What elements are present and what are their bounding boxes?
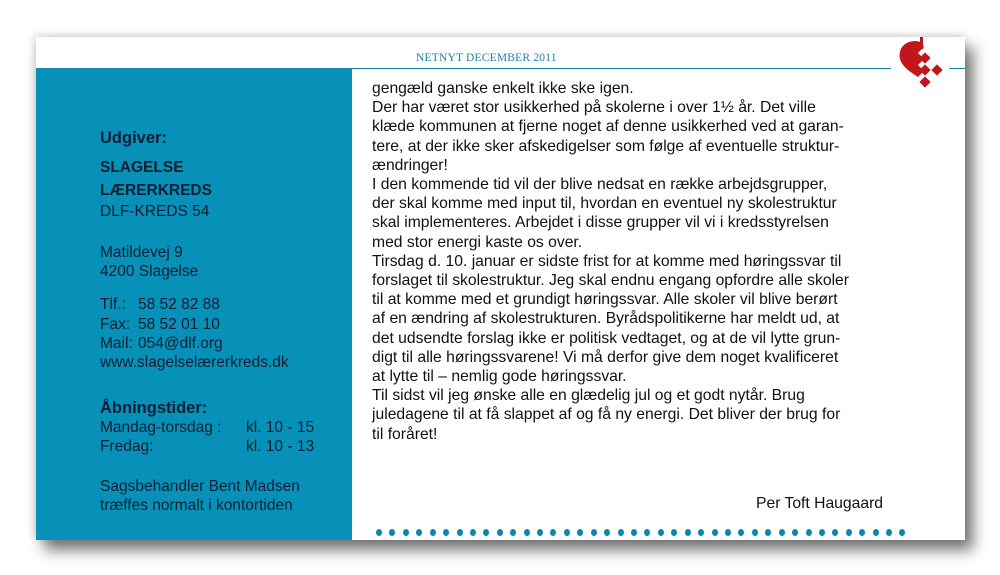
divider-dot (457, 529, 463, 536)
article-line: med stor energi kaste os over. (372, 233, 583, 251)
divider-dot (886, 529, 892, 536)
divider-dot (470, 529, 476, 536)
divider-dot (510, 529, 516, 536)
divider-dot (846, 529, 852, 536)
phone-value: 58 52 82 88 (138, 296, 220, 313)
divider-dot (483, 529, 489, 536)
divider-dot (685, 529, 691, 536)
divider-dot (752, 529, 758, 536)
opening-hours-heading: Åbningstider: (100, 399, 208, 417)
address-street: Matildevej 9 (100, 244, 183, 261)
divider-dot (712, 529, 718, 536)
author-signature: Per Toft Haugaard (756, 495, 884, 512)
divider-dot (389, 529, 395, 536)
newsletter-header-title: NETNYT DECEMBER 2011 (416, 52, 557, 64)
divider-dot (443, 529, 449, 536)
article-line: juledagene til at få slappet af og få ny energi. Det bliver der brug for (372, 406, 841, 424)
fax-label: Fax: (100, 316, 131, 333)
divider-dot (537, 529, 543, 536)
divider-dot (618, 529, 624, 536)
hours-day: Fredag: (100, 438, 154, 455)
article-line: ændringer! (372, 156, 448, 174)
publisher-heading: Udgiver: (100, 129, 167, 147)
divider-dot (430, 529, 436, 536)
divider-dot (524, 529, 530, 536)
newsletter-page (36, 37, 965, 540)
divider-dot (416, 529, 422, 536)
divider-dot (725, 529, 731, 536)
article-line: gengæld ganske enkelt ikke ske igen. (372, 80, 634, 97)
mail-label: Mail: (100, 335, 133, 352)
hours-row (100, 437, 314, 456)
divider-dot (779, 529, 785, 536)
divider-dot (658, 529, 664, 536)
divider-dot (792, 529, 798, 536)
article-line: Tirsdag d. 10. januar er sidste frist for at komme med høringssvar til (372, 252, 842, 270)
org-district: DLF-KREDS 54 (100, 203, 210, 220)
divider-dot (671, 529, 677, 536)
article-line: I den kommende tid vil der blive nedsat en række arbejdsgrupper, (372, 176, 828, 194)
divider-dot (765, 529, 771, 536)
article-body (372, 79, 912, 444)
fax-value: 58 52 01 10 (138, 316, 220, 333)
divider-dot (604, 529, 610, 536)
article-line: der skal komme med input til, hvordan en eventuel ny skolestruktur (372, 195, 837, 213)
address-city: 4200 Slagelse (100, 263, 199, 280)
article-line: det udsendte forslag ikke er politisk vedtaget, og at de vil lytte grun- (372, 329, 841, 347)
phone-label: Tlf.: (100, 296, 126, 313)
dotted-divider (376, 529, 906, 537)
article-line: skal implementeres. Arbejdet i disse grupper vil vi i kredsstyrelsen (372, 214, 829, 232)
article-line: Der har været stor usikkerhed på skolerne i over 1½ år. Det ville (372, 99, 816, 117)
article-line: Til sidst vil jeg ønske alle en glædelig jul og et godt nytår. Brug (372, 387, 805, 405)
publisher-sidebar (36, 69, 352, 540)
divider-dot (738, 529, 744, 536)
article-line: til foråret! (372, 425, 438, 443)
divider-dot (631, 529, 637, 536)
article-line: klæde kommunen at fjerne noget af denne usikkerhed ved at garan- (372, 118, 844, 136)
divider-dot (644, 529, 650, 536)
hours-day: Mandag-torsdag : (100, 419, 222, 436)
divider-dot (859, 529, 865, 536)
header-rule-right (949, 68, 965, 69)
hours-row (100, 418, 314, 437)
article-line: at lytte til – nemlig gode høringssvar. (372, 368, 627, 386)
divider-dot (497, 529, 503, 536)
mail-link[interactable]: 054@dlf.org (138, 335, 223, 352)
contact-person: Sagsbehandler Bent Madsen (100, 478, 300, 495)
article-line: af en ændring af skolestrukturen. Byrådspolitikerne har meldt ud, at (372, 310, 840, 328)
article-line: forslaget til skolestruktur. Jeg skal endnu engang opfordre alle skoler (372, 272, 849, 290)
divider-dot (577, 529, 583, 536)
org-name-line2: LÆRERKREDS (100, 182, 212, 199)
contact-note: træffes normalt i kontortiden (100, 497, 293, 514)
divider-dot (899, 529, 905, 536)
divider-dot (873, 529, 879, 536)
divider-dot (550, 529, 556, 536)
article-line: tere, at der ikke sker afskedigelser som følge af eventuelle struktur- (372, 137, 840, 155)
divider-dot (376, 529, 382, 536)
divider-dot (698, 529, 704, 536)
article-line: til at komme med et grundigt høringssvar. Alle skoler vil blive berørt (372, 291, 838, 309)
divider-dot (564, 529, 570, 536)
divider-dot (403, 529, 409, 536)
divider-dot (832, 529, 838, 536)
article-line: digt til alle høringssvarene! Vi må derfor give dem noget kvalificeret (372, 348, 839, 366)
website-link[interactable]: www.slagelselærerkreds.dk (100, 354, 289, 371)
divider-dot (819, 529, 825, 536)
org-name-line1: SLAGELSE (100, 159, 184, 176)
hours-time: kl. 10 - 13 (246, 438, 315, 455)
divider-dot (806, 529, 812, 536)
divider-dot (591, 529, 597, 536)
hours-time: kl. 10 - 15 (246, 419, 315, 436)
